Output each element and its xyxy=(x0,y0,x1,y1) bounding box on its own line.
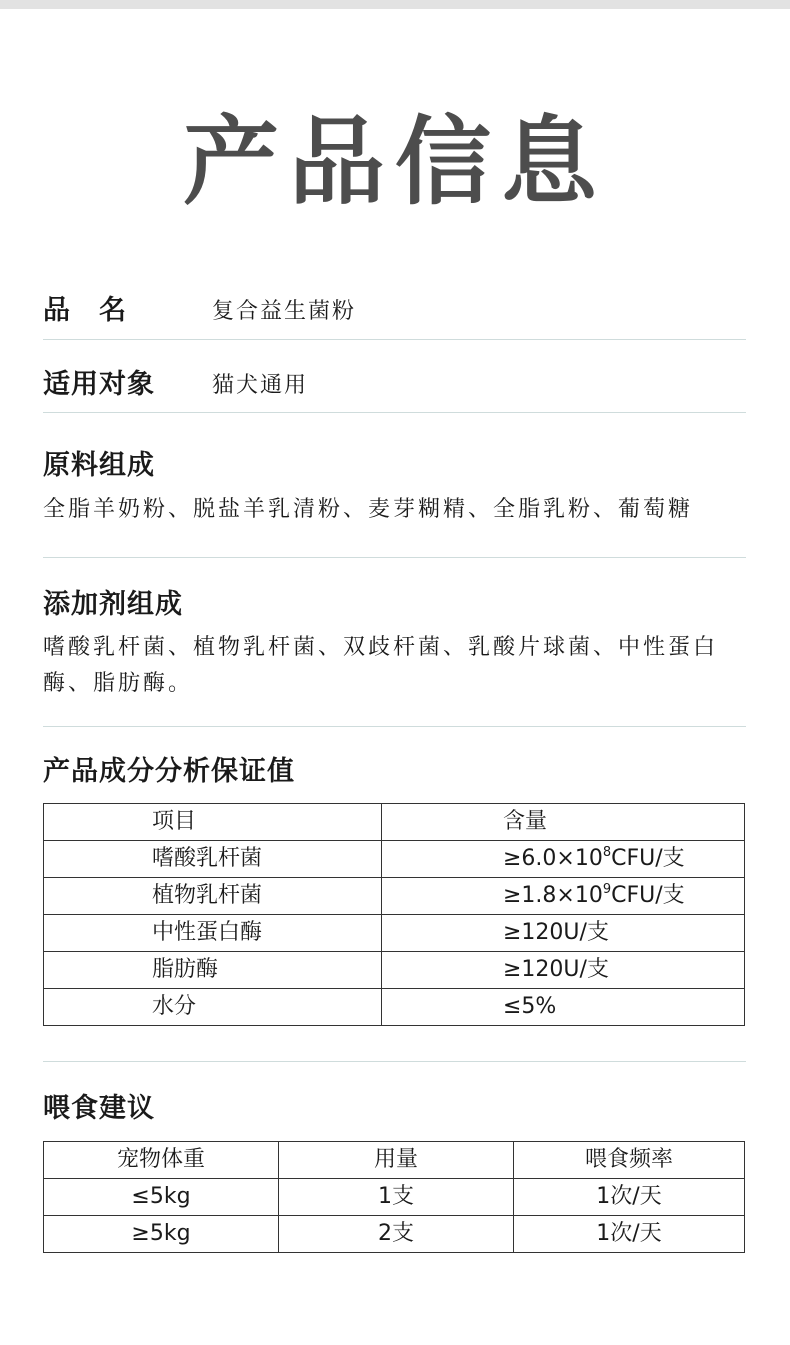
dosage-cell: 1支 xyxy=(279,1179,514,1216)
value-cell: ≥120U/支 xyxy=(382,915,745,952)
product-name-label: 品 名 xyxy=(43,295,127,326)
analysis-heading: 产品成分分析保证值 xyxy=(43,756,295,787)
table-row xyxy=(44,915,745,952)
value-cell xyxy=(382,841,745,878)
table-row xyxy=(44,952,745,989)
value-exponent: 9 xyxy=(602,882,612,897)
feeding-table xyxy=(43,1141,745,1253)
weight-cell: ≤5kg xyxy=(44,1179,279,1216)
divider xyxy=(43,1061,746,1062)
ingredients-text: 全脂羊奶粉、脱盐羊乳清粉、麦芽糊精、全脂乳粉、葡萄糖 xyxy=(43,497,694,522)
divider xyxy=(43,557,746,558)
additives-heading: 添加剂组成 xyxy=(43,589,183,620)
frequency-cell: 1次/天 xyxy=(514,1216,745,1253)
item-cell: 水分 xyxy=(44,989,382,1026)
product-name-value: 复合益生菌粉 xyxy=(212,299,357,324)
frequency-cell: 1次/天 xyxy=(514,1179,745,1216)
column-header-dosage: 用量 xyxy=(279,1142,514,1179)
item-cell: 植物乳杆菌 xyxy=(44,878,382,915)
applicable-label: 适用对象 xyxy=(43,369,155,400)
value-text: ≥1.8×10 xyxy=(503,883,603,908)
item-cell: 脂肪酶 xyxy=(44,952,382,989)
column-header-value: 含量 xyxy=(382,804,745,841)
column-header-frequency: 喂食频率 xyxy=(514,1142,745,1179)
top-bar xyxy=(0,0,790,9)
item-cell: 中性蛋白酶 xyxy=(44,915,382,952)
value-unit: CFU/支 xyxy=(611,846,685,871)
divider xyxy=(43,726,746,727)
table-row xyxy=(44,841,745,878)
value-cell xyxy=(382,878,745,915)
divider xyxy=(43,412,746,413)
item-cell: 嗜酸乳杆菌 xyxy=(44,841,382,878)
analysis-table xyxy=(43,803,745,1026)
table-row xyxy=(44,1216,745,1253)
value-unit: CFU/支 xyxy=(611,883,685,908)
table-row xyxy=(44,989,745,1026)
applicable-value: 猫犬通用 xyxy=(212,373,309,398)
column-header-item: 项目 xyxy=(44,804,382,841)
value-cell: ≥120U/支 xyxy=(382,952,745,989)
table-header-row xyxy=(44,1142,745,1179)
divider xyxy=(43,339,746,340)
table-row xyxy=(44,1179,745,1216)
dosage-cell: 2支 xyxy=(279,1216,514,1253)
page-title: 产品信息 xyxy=(183,106,607,218)
value-cell: ≤5% xyxy=(382,989,745,1026)
value-exponent: 8 xyxy=(602,845,612,860)
ingredients-heading: 原料组成 xyxy=(43,450,155,481)
additives-text: 嗜酸乳杆菌、植物乳杆菌、双歧杆菌、乳酸片球菌、中性蛋白酶、脂肪酶。 xyxy=(43,635,719,696)
feeding-heading: 喂食建议 xyxy=(43,1093,155,1124)
column-header-weight: 宠物体重 xyxy=(44,1142,279,1179)
value-text: ≥6.0×10 xyxy=(503,846,603,871)
table-header-row xyxy=(44,804,745,841)
table-row xyxy=(44,878,745,915)
weight-cell: ≥5kg xyxy=(44,1216,279,1253)
